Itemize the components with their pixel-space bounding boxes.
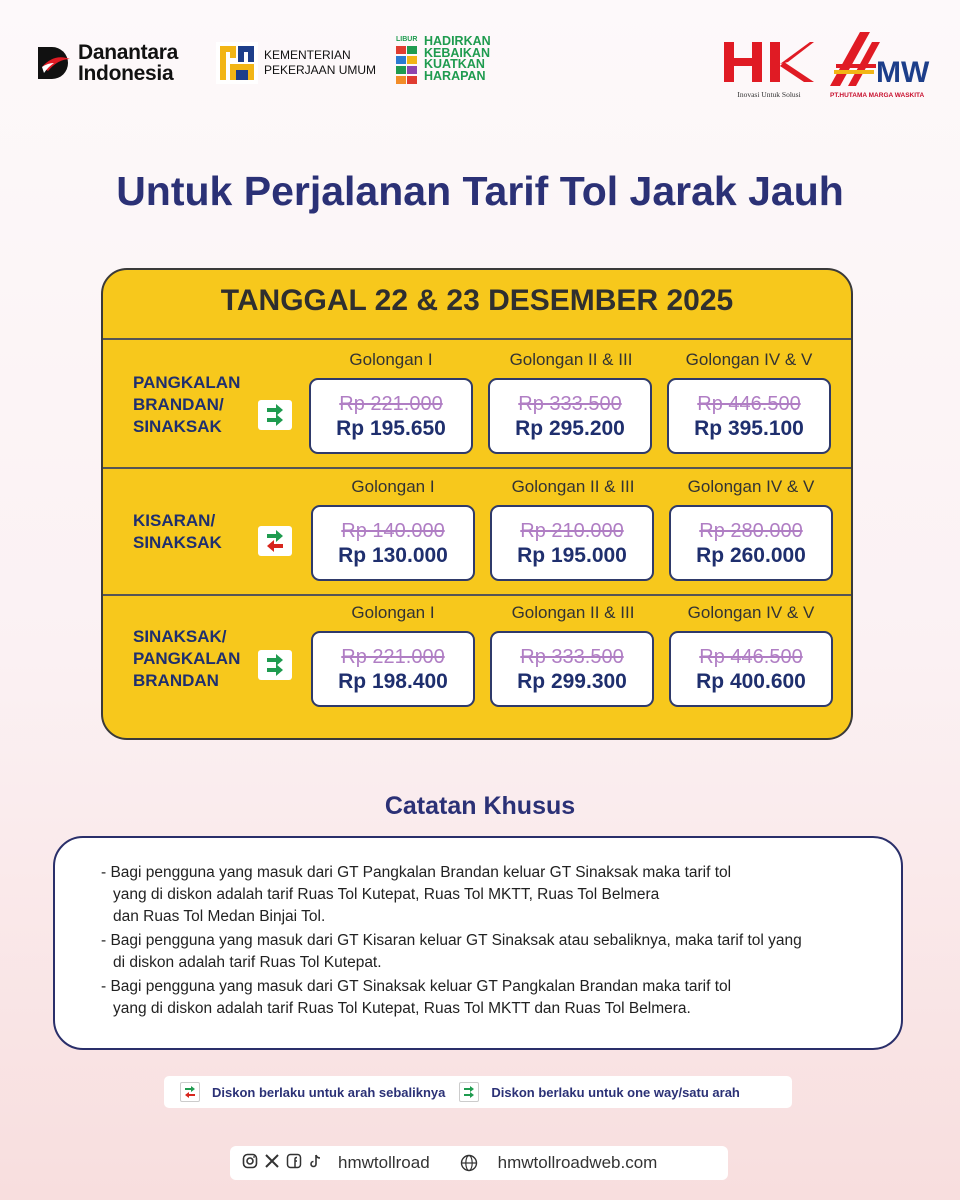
libur-logo [396, 36, 491, 86]
libur-blocks-icon [396, 36, 418, 86]
class-label: Golongan IV & V [687, 603, 815, 622]
hutama-karya-logo [722, 40, 816, 99]
website-link[interactable]: hmwtollroadweb.com [497, 1153, 658, 1172]
note-item [101, 930, 881, 974]
notes-box [53, 836, 903, 1050]
note-item [101, 976, 881, 1020]
price-box [669, 505, 833, 581]
price-box [669, 631, 833, 707]
route-line: SINAKSAK/ [133, 627, 227, 646]
route-line: BRANDAN/ [133, 395, 224, 414]
instagram-icon[interactable] [242, 1153, 258, 1173]
libur-line-2: KEBAIKAN [424, 45, 490, 60]
legend [164, 1076, 792, 1108]
new-price: Rp 395.100 [694, 417, 804, 440]
pu-emblem-icon [216, 42, 258, 84]
danantara-line2: Indonesia [78, 62, 174, 85]
class-label: Golongan I [351, 603, 435, 622]
pu-line2: PEKERJAAN UMUM [264, 63, 377, 77]
tariff-panel [101, 268, 853, 740]
new-price: Rp 260.000 [696, 544, 806, 567]
danantara-logo [36, 42, 178, 84]
one-way-arrow-icon [258, 400, 292, 430]
x-twitter-icon[interactable] [264, 1153, 280, 1173]
old-price: Rp 210.000 [520, 520, 624, 542]
route-line: KISARAN/ [133, 511, 216, 530]
class-label: Golongan II & III [511, 477, 635, 496]
route-line: BRANDAN [133, 671, 219, 690]
page-title: Untuk Perjalanan Tarif Tol Jarak Jauh [116, 168, 844, 214]
old-price: Rp 221.000 [341, 646, 445, 668]
hk-mark-icon [722, 40, 816, 84]
footer-contact [230, 1146, 728, 1180]
route-name-sinaksak-pangkalan-brandan [133, 626, 240, 692]
pu-line1: KEMENTERIAN [264, 48, 351, 62]
two-way-arrow-icon [180, 1082, 200, 1102]
facebook-icon[interactable] [286, 1153, 302, 1173]
row-divider [103, 338, 851, 340]
route-line: PANGKALAN [133, 649, 241, 668]
libur-line-4: HARAPAN [424, 68, 486, 83]
price-box [311, 631, 475, 707]
old-price: Rp 280.000 [699, 520, 803, 542]
tiktok-icon[interactable] [308, 1153, 324, 1173]
libur-line-1: HADIRKAN [424, 34, 491, 48]
class-label: Golongan I [349, 350, 433, 369]
old-price: Rp 140.000 [341, 520, 445, 542]
new-price: Rp 400.600 [696, 670, 806, 693]
danantara-line1: Danantara [78, 41, 179, 64]
old-price: Rp 446.500 [699, 646, 803, 668]
social-icons [242, 1153, 330, 1173]
notes-title: Catatan Khusus [384, 792, 576, 820]
route-line: PANGKALAN [133, 373, 241, 392]
note-line: - Bagi pengguna yang masuk dari GT Kisaran keluar GT Sinaksak atau sebaliknya, maka tarif tol yang [101, 932, 802, 949]
one-way-arrow-icon [459, 1082, 479, 1102]
svg-text:MW: MW [876, 56, 930, 88]
note-item [101, 862, 881, 928]
old-price: Rp 333.500 [520, 646, 624, 668]
globe-icon [460, 1154, 478, 1172]
two-way-arrow-icon [258, 526, 292, 556]
hmw-tagline: PT.HUTAMA MARGA WASKITA [830, 92, 925, 99]
old-price: Rp 446.500 [697, 393, 801, 415]
class-label: Golongan IV & V [685, 350, 813, 369]
class-label: Golongan II & III [511, 603, 635, 622]
price-box [488, 378, 652, 454]
note-line: di diskon adalah tarif Ruas Tol Kutepat. [113, 954, 382, 971]
logo-bar [0, 0, 960, 120]
new-price: Rp 195.000 [517, 544, 627, 567]
danantara-mark-icon [36, 45, 72, 81]
note-line: yang di diskon adalah tarif Ruas Tol Kutepat, Ruas Tol MKTT, Ruas Tol Belmera [113, 886, 660, 903]
old-price: Rp 221.000 [339, 393, 443, 415]
hmw-mark-icon [830, 30, 930, 88]
old-price: Rp 333.500 [518, 393, 622, 415]
price-box [667, 378, 831, 454]
note-line: - Bagi pengguna yang masuk dari GT Sinaksak keluar GT Pangkalan Brandan maka tarif tol [101, 978, 732, 995]
new-price: Rp 195.650 [336, 417, 446, 440]
class-label: Golongan II & III [509, 350, 633, 369]
libur-small-text: LIBUR [396, 36, 418, 43]
class-label: Golongan I [351, 477, 435, 496]
note-line: - Bagi pengguna yang masuk dari GT Pangkalan Brandan keluar GT Sinaksak maka tarif tol [101, 864, 732, 881]
price-box [490, 631, 654, 707]
price-box [309, 378, 473, 454]
route-name-kisaran-sinaksak [133, 510, 222, 554]
libur-line-3: KUATKAN [424, 57, 485, 71]
price-box [311, 505, 475, 581]
one-way-arrow-icon [258, 650, 292, 680]
tariff-date: TANGGAL 22 & 23 DESEMBER 2025 [220, 284, 734, 317]
note-line: yang di diskon adalah tarif Ruas Tol Kutepat, Ruas Tol MKTT dan Ruas Tol Belmera. [113, 1000, 691, 1017]
row-divider [103, 594, 851, 596]
new-price: Rp 198.400 [338, 670, 448, 693]
route-name-pangkalan-brandan-sinaksak [133, 372, 240, 438]
row-divider [103, 467, 851, 469]
legend-two-way-text: Diskon berlaku untuk arah sebaliknya [212, 1084, 446, 1100]
route-line: SINAKSAK [133, 533, 222, 552]
price-box [490, 505, 654, 581]
social-handle[interactable]: hmwtollroad [338, 1153, 430, 1172]
legend-one-way-text: Diskon berlaku untuk one way/satu arah [491, 1084, 740, 1100]
hmw-logo [830, 30, 930, 99]
hk-tagline: Inovasi Untuk Solusi [737, 90, 801, 99]
new-price: Rp 130.000 [338, 544, 448, 567]
new-price: Rp 299.300 [517, 670, 627, 693]
route-line: SINAKSAK [133, 417, 222, 436]
class-label: Golongan IV & V [687, 477, 815, 496]
kementerian-pu-logo [216, 42, 376, 84]
new-price: Rp 295.200 [515, 417, 625, 440]
note-line: dan Ruas Tol Medan Binjai Tol. [113, 908, 326, 925]
